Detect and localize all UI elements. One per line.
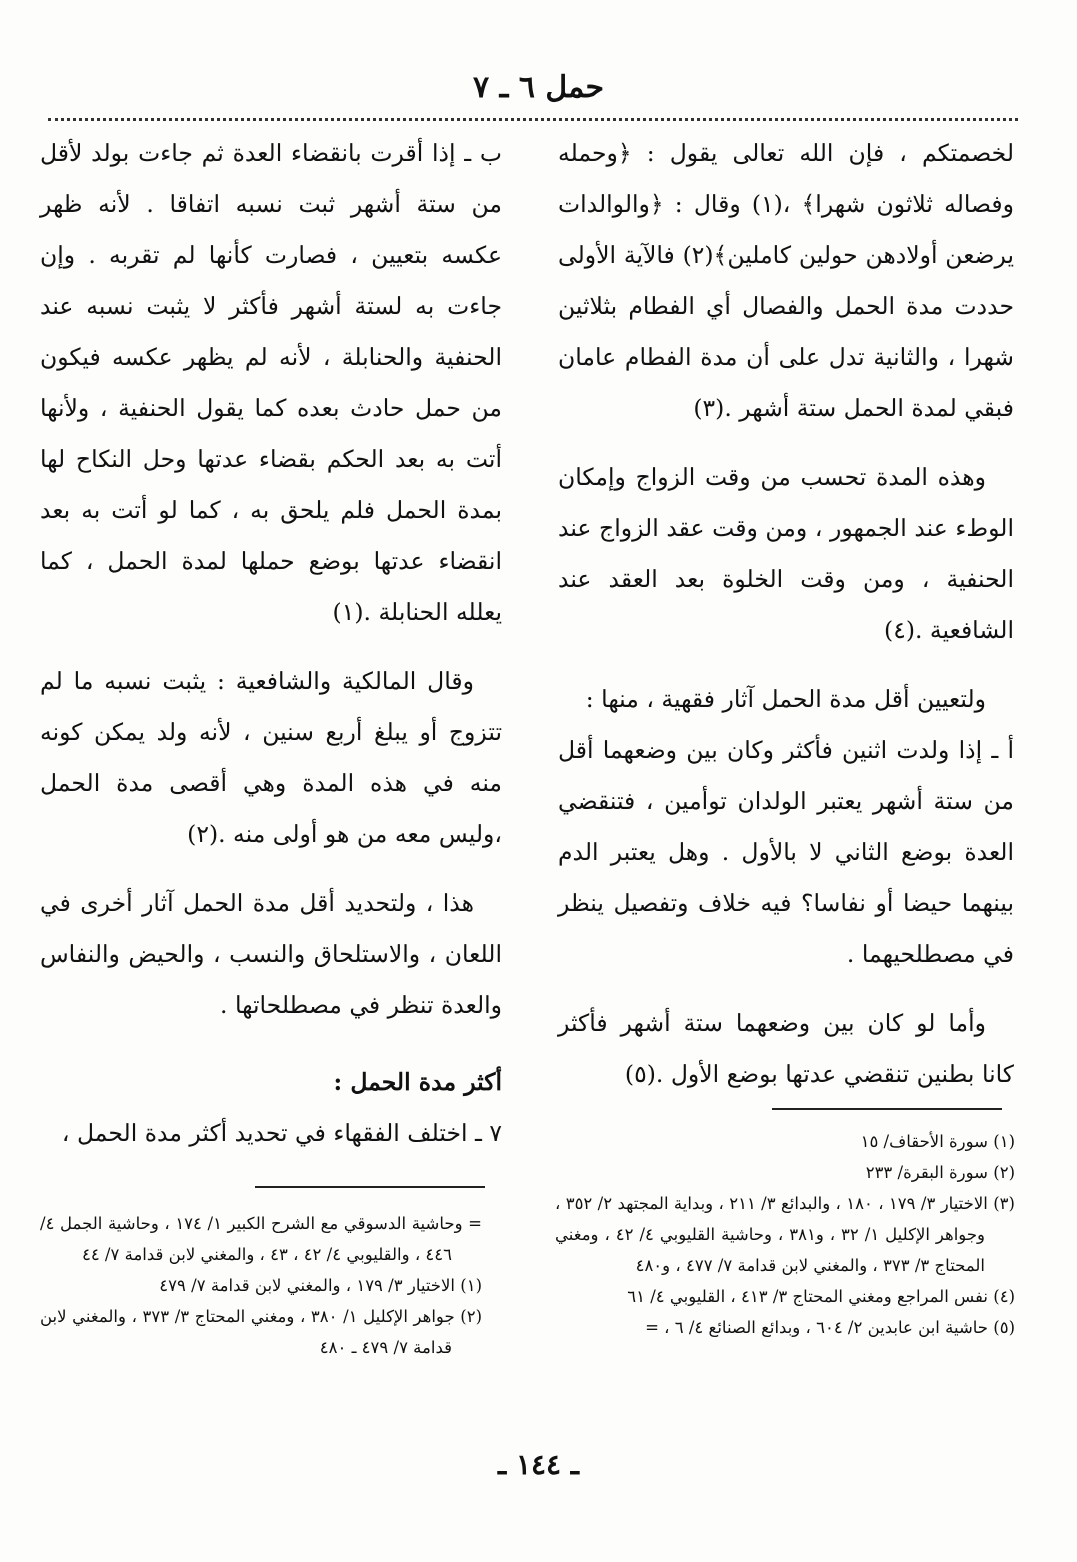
- footnote-divider: [772, 1108, 1002, 1110]
- footnote: = وحاشية الدسوقي مع الشرح الكبير ١/ ١٧٤ ، وحاشية الجمل ٤/ ٤٤٦ ، والقليوبي ٤/ ٤٢ ، ٤٣ ، والمغني لابن قدامة ٧/ ٤٤: [40, 1214, 482, 1264]
- paragraph: هذا ، ولتحديد أقل مدة الحمل آثار أخرى في اللعان ، والاستلحاق والنسب ، والحيض والنفاس والعدة تنظر في مصطلحاتها .: [40, 889, 502, 1019]
- footnote: (٣) الاختيار ٣/ ١٧٩ ، ١٨٠ ، والبدائع ٣/ ٢١١ ، وبداية المجتهد ٢/ ٣٥٢ ، وجواهر الإكليل ١/ ٣٢ ، و٣٨١ ، وحاشية القليوبي ٤/ ٤٢ ، ومغني المحتاج ٣/ ٣٧٣ ، والمغني لابن قدامة ٧/ ٤٧٧ ، و٤٨٠: [555, 1194, 1015, 1275]
- paragraph: لخصمتكم ، فإن الله تعالى يقول : ﴿وحمله وفصاله ثلاثون شهرا﴾ ،(١) وقال : ﴿والوالدات يرضعن أولادهن حولين كاملين﴾(٢) فالآية الأولى حددت مدة الحمل والفصال أي الفطام بثلاثين شهرا ، والثانية تدل على أن مدة الفطام عامان فبقي لمدة الحمل ستة أشهر .(٣): [558, 139, 1014, 422]
- section-heading: أكثر مدة الحمل :: [333, 1068, 502, 1096]
- footnote: (٥) حاشية ابن عابدين ٢/ ٦٠٤ ، وبدائع الصنائع ٤/ ٦ ، =: [645, 1318, 1015, 1337]
- footnote: (١) سورة الأحقاف/ ١٥: [860, 1132, 1015, 1151]
- footnote: (٤) نفس المراجع ومغني المحتاج ٣/ ٤١٣ ، القليوبي ٤/ ٦١: [627, 1287, 1015, 1306]
- page-header: [0, 70, 1077, 105]
- page-number: ـ ١٤٤ ـ: [497, 1448, 580, 1481]
- paragraph: ٧ ـ اختلف الفقهاء في تحديد أكثر مدة الحمل ،: [61, 1119, 502, 1147]
- footnote: (١) الاختيار ٣/ ١٧٩ ، والمغني لابن قدامة ٧/ ٤٧٩: [159, 1276, 482, 1295]
- footnote-divider: [255, 1186, 485, 1188]
- footnotes-left: [40, 1208, 482, 1363]
- paragraph: ب ـ إذا أقرت بانقضاء العدة ثم جاءت بولد لأقل من ستة أشهر ثبت نسبه اتفاقا . لأنه ظهر عكسه بتعيين ، فصارت كأنها لم تقربه . وإن جاءت به لستة أشهر فأكثر لا يثبت نسبه عند الحنفية والحنابلة ، لأنه لم يظهر عكسه فيكون من حمل حادث بعده كما يقول الحنفية ، ولأنها أتت به بعد الحكم بقضاء عدتها وحل النكاح لها بمدة الحمل فلم يلحق به ، كما لو أتت به بعد انقضاء عدتها بوضع حملها لمدة الحمل ، كما يعلله الحنابلة .(١): [40, 139, 502, 626]
- footnotes-right: [555, 1126, 1015, 1343]
- footnote: (٢) سورة البقرة/ ٢٣٣: [865, 1163, 1015, 1182]
- paragraph: وأما لو كان بين وضعهما ستة أشهر فأكثر كانا بطنين تنقضي عدتها بوضع الأول .(٥): [558, 1009, 1014, 1088]
- header-divider: [48, 118, 1018, 121]
- paragraph: وقال المالكية والشافعية : يثبت نسبه ما لم تتزوج أو يبلغ أربع سنين ، لأنه ولد يمكن كونه منه في هذه المدة وهي أقصى مدة الحمل ،وليس معه من هو أولى منه .(٢): [40, 667, 502, 848]
- paragraph: وهذه المدة تحسب من وقت الزواج وإمكان الوطء عند الجمهور ، ومن وقت عقد الزواج عند الحنفية ، ومن وقت الخلوة بعد العقد عند الشافعية .(٤): [558, 463, 1014, 644]
- footnote: (٢) جواهر الإكليل ١/ ٣٨٠ ، ومغني المحتاج ٣/ ٣٧٣ ، والمغني لابن قدامة ٧/ ٤٧٩ ـ ٤٨٠: [40, 1307, 483, 1357]
- left-column: [40, 128, 502, 1177]
- right-column: [558, 128, 1014, 1118]
- header-title: حمل ٦ ـ ٧: [473, 70, 604, 105]
- paragraph: أ ـ إذا ولدت اثنين فأكثر وكان بين وضعهما أقل من ستة أشهر يعتبر الولدان توأمين ، فتنقضي العدة بوضع الثاني لا بالأول . وهل يعتبر الدم بينهما حيضا أو نفاسا؟ فيه خلاف وتفصيل ينظر في مصطلحيهما .: [558, 736, 1014, 968]
- paragraph: ولتعيين أقل مدة الحمل آثار فقهية ، منها :: [585, 685, 986, 713]
